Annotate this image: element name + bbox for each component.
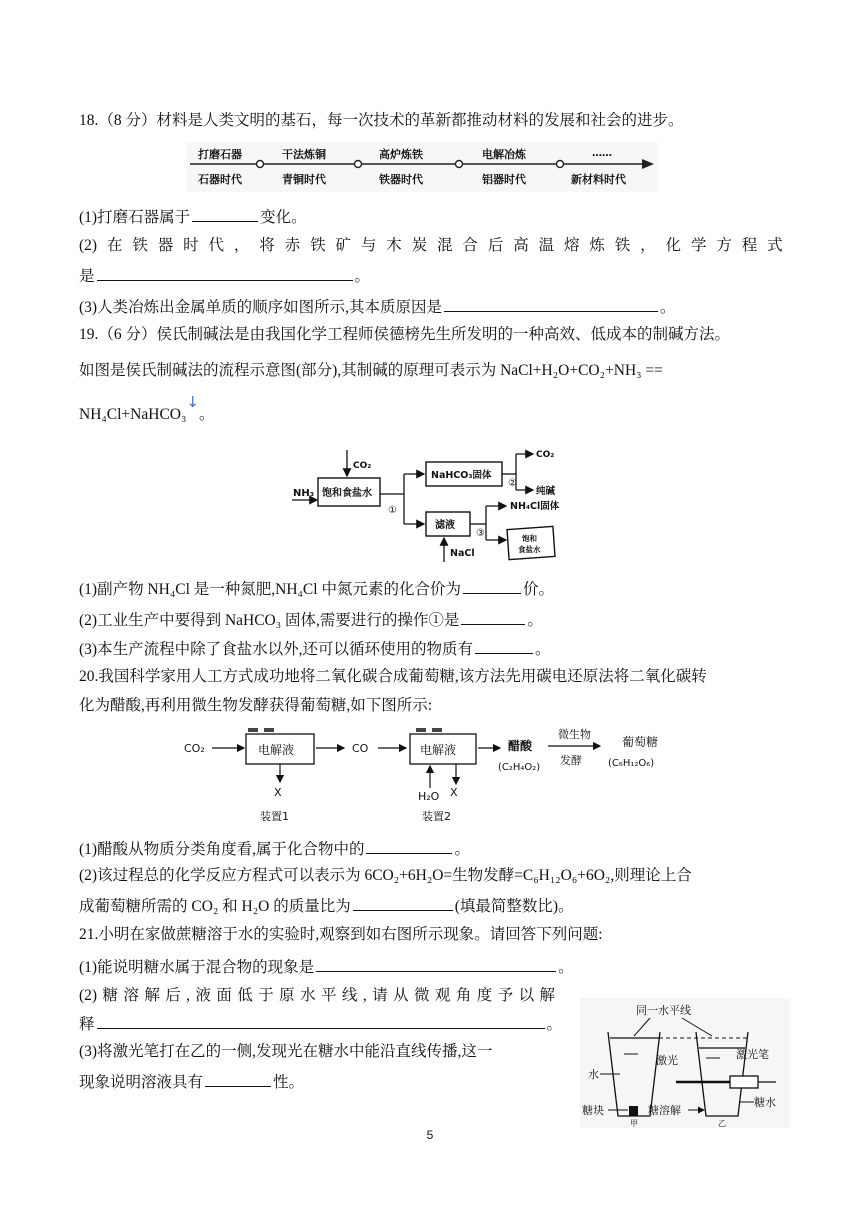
q21-stem: 21.小明在家做蔗糖溶于水的实验时,观察到如右图所示现象。请回答下列问题: bbox=[79, 926, 603, 943]
q21-part2-line2: 释 。 bbox=[79, 1013, 562, 1035]
co2-input-label: CO₂ bbox=[184, 742, 205, 755]
laser-pen-shape bbox=[730, 1076, 758, 1088]
answer-blank[interactable] bbox=[192, 206, 258, 222]
answer-blank[interactable] bbox=[353, 895, 453, 911]
sugar-cube-shape bbox=[629, 1106, 638, 1116]
q19-stem-line3: NH₄Cl+NaHCO₃↓。 bbox=[79, 393, 215, 423]
nahco3-box: NaHCO₃固体 bbox=[431, 470, 492, 481]
q19-flowchart bbox=[290, 440, 570, 566]
step2-label: ② bbox=[508, 478, 517, 489]
brine-label-b: 食盐水 bbox=[518, 545, 541, 554]
era-1: 石器时代 bbox=[198, 173, 242, 186]
acetic-acid-label: 醋酸 bbox=[508, 739, 533, 753]
device1-electrolyte: 电解液 bbox=[258, 743, 295, 757]
event-3: 高炉炼铁 bbox=[379, 148, 423, 161]
q20-stem-line2: 化为醋酸,再利用微生物发酵获得葡萄糖,如下图所示: bbox=[79, 697, 433, 714]
co2-in-label: CO₂ bbox=[353, 461, 372, 471]
step3-label: ③ bbox=[476, 528, 485, 539]
q18-part2-line2: 是 。 bbox=[79, 265, 370, 287]
q18-stem: 18.（8 分）材料是人类文明的基石，每一次技术的革新都推动材料的发展和社会的进步。 bbox=[79, 112, 684, 129]
answer-blank[interactable] bbox=[316, 956, 556, 972]
co2-out-label: CO₂ bbox=[536, 450, 555, 460]
answer-blank[interactable] bbox=[475, 638, 533, 654]
q18-part2-line1: (2) 在 铁 器 时 代 ， 将 赤 铁 矿 与 木 炭 混 合 后 高 温 熔 炼 铁 ， 化 学 方 程 式 bbox=[79, 237, 783, 254]
nacl-label: NaCl bbox=[450, 548, 475, 559]
answer-blank[interactable] bbox=[463, 578, 521, 594]
answer-blank[interactable] bbox=[366, 838, 452, 854]
dissolve-label: 糖溶解 bbox=[648, 1104, 681, 1117]
laser-pen-label: 激光笔 bbox=[736, 1048, 769, 1061]
step1-label: ① bbox=[388, 505, 397, 516]
filtrate-box: 滤液 bbox=[435, 520, 455, 531]
q18-part1: (1)打磨石器属于 变化。 bbox=[79, 206, 307, 228]
device1-output-x: X bbox=[274, 786, 282, 799]
saturated-brine-box: 饱和食盐水 bbox=[322, 488, 372, 499]
event-4: 电解冶炼 bbox=[482, 148, 526, 161]
glucose-formula: (C₆H₁₂O₆) bbox=[608, 758, 655, 769]
answer-blank[interactable] bbox=[205, 1071, 271, 1087]
laser-label: 激光 bbox=[656, 1054, 678, 1067]
q21-part3-line2: 现象说明溶液具有 性。 bbox=[79, 1071, 304, 1093]
h2o-input-label: H₂O bbox=[418, 790, 440, 803]
brine-label-a: 饱和 bbox=[522, 534, 537, 543]
nh3-label: NH₃ bbox=[293, 488, 315, 499]
acetic-acid-formula: (C₂H₄O₂) bbox=[498, 762, 541, 773]
sugar-water-label: 糖水 bbox=[754, 1096, 776, 1109]
q20-part2-line1: (2)该过程总的化学反应方程式可以表示为 6CO₂+6H₂O=生物发酵=C₆H₁₂O₆+6O₂,则理论上合 bbox=[79, 867, 692, 884]
glucose-label: 葡萄糖 bbox=[622, 735, 659, 749]
sugar-cube-label: 糖块 bbox=[582, 1104, 604, 1117]
q19-part3: (3)本生产流程中除了食盐水以外,还可以循环使用的物质有 。 bbox=[79, 638, 550, 660]
device2-output-x: X bbox=[450, 786, 458, 799]
q21-part1: (1)能说明糖水属于混合物的现象是 。 bbox=[79, 956, 574, 978]
q21-part2-line1: (2) 糖 溶 解 后 , 液 面 低 于 原 水 平 线 , 请 从 微 观 角 度 予 以 解 bbox=[79, 987, 555, 1004]
precipitate-arrow-icon: ↓ bbox=[186, 393, 199, 411]
q18-part3: (3)人类冶炼出金属单质的顺序如图所示,其本质原因是 。 bbox=[79, 296, 675, 318]
q21-part3-line1: (3)将激光笔打在乙的一侧,发现光在糖水中能沿直线传播,这一 bbox=[79, 1043, 493, 1060]
event-2: 干法炼铜 bbox=[282, 148, 326, 161]
q20-stem-line1: 20.我国科学家用人工方式成功地将二氧化碳合成葡萄糖,该方法先用碳电还原法将二氧化碳转 bbox=[79, 668, 707, 685]
device1-label: 装置1 bbox=[260, 810, 289, 823]
soda-ash-label: 纯碱 bbox=[536, 486, 556, 497]
q20-process-figure bbox=[180, 724, 700, 826]
co-label: CO bbox=[352, 742, 369, 755]
event-5: …… bbox=[592, 148, 612, 159]
answer-blank[interactable] bbox=[97, 1013, 545, 1029]
era-5: 新材料时代 bbox=[571, 173, 626, 186]
same-level-label: 同一水平线 bbox=[636, 1004, 691, 1017]
answer-blank[interactable] bbox=[97, 265, 353, 281]
q20-part2-line2: 成葡萄糖所需的 CO₂ 和 H₂O 的质量比为 (填最简整数比)。 bbox=[79, 895, 574, 917]
beaker-yi-label: 乙 bbox=[718, 1119, 726, 1128]
fermentation-label: 发酵 bbox=[560, 754, 582, 767]
q19-stem: 19.（6 分）侯氏制碱法是由我国化学工程师侯德榜先生所发明的一种高效、低成本的制碱方法。 bbox=[79, 326, 731, 343]
event-1: 打磨石器 bbox=[198, 148, 242, 161]
q19-stem-line2: 如图是侯氏制碱法的流程示意图(部分),其制碱的原理可表示为 NaCl+H₂O+CO₂+NH₃ == bbox=[79, 362, 663, 379]
q19-part1: (1)副产物 NH₄Cl 是一种氮肥,NH₄Cl 中氮元素的化合价为 价。 bbox=[79, 578, 554, 600]
beaker-jia-label: 甲 bbox=[630, 1119, 638, 1128]
page-number: 5 bbox=[426, 1128, 434, 1142]
era-2: 青铜时代 bbox=[282, 173, 326, 186]
device2-label: 装置2 bbox=[422, 810, 451, 823]
q19-part2: (2)工业生产中要得到 NaHCO₃ 固体,需要进行的操作①是 。 bbox=[79, 609, 543, 631]
q18-timeline-figure bbox=[186, 142, 658, 192]
answer-blank[interactable] bbox=[461, 609, 525, 625]
q21-experiment-figure bbox=[580, 998, 790, 1128]
era-3: 铁器时代 bbox=[379, 173, 423, 186]
microbe-label: 微生物 bbox=[558, 728, 591, 741]
answer-blank[interactable] bbox=[444, 296, 658, 312]
q20-part1: (1)醋酸从物质分类角度看,属于化合物中的 。 bbox=[79, 838, 470, 860]
era-4: 铝器时代 bbox=[482, 173, 526, 186]
device2-electrolyte: 电解液 bbox=[420, 743, 457, 757]
water-label: 水 bbox=[588, 1068, 599, 1081]
nh4cl-solid-label: NH₄Cl固体 bbox=[510, 501, 560, 512]
